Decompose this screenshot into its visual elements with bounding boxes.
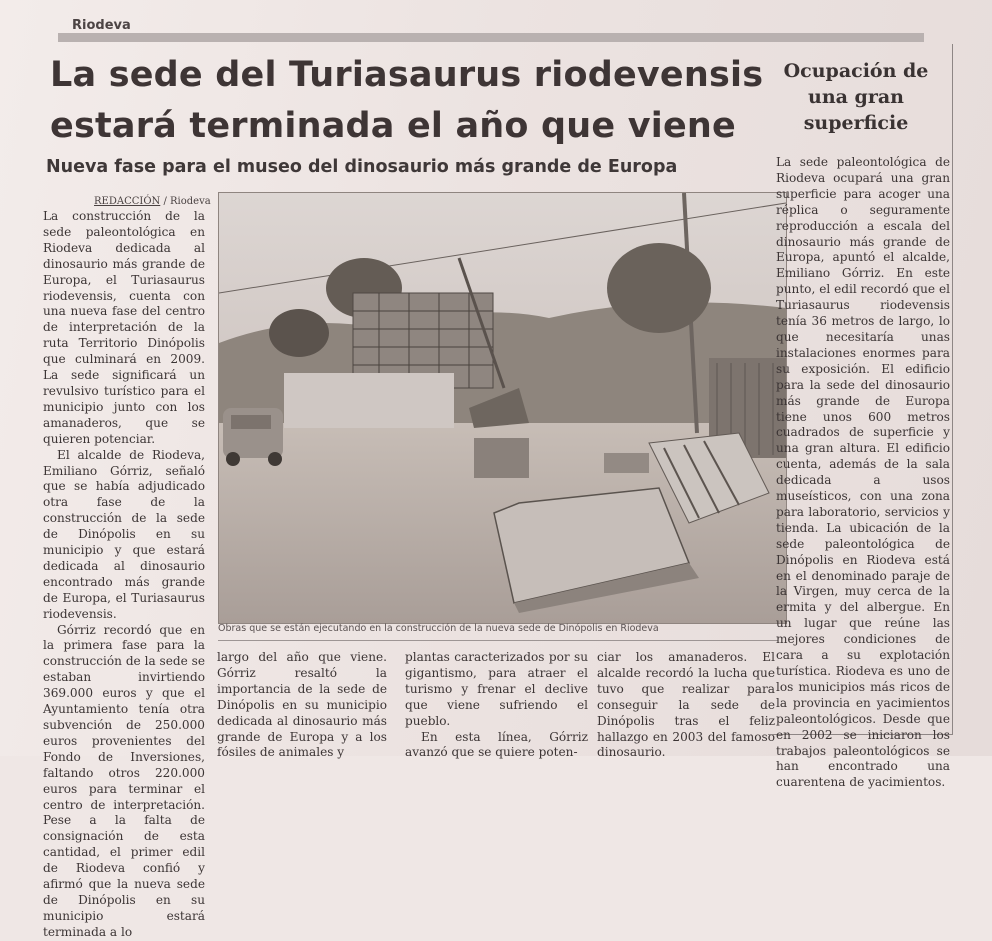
article-column-2	[217, 650, 387, 761]
construction-photo	[218, 192, 787, 624]
sidebar-title: Ocupación de una gran superficie	[783, 60, 929, 134]
paragraph: Górriz recordó que en la primera fase para la construcción de la sede se estaban invirtiendo 369.000 euros y que el Ayuntamiento tenía otra subvención de 250.000 euros provenientes del Fondo de Inversiones, faltando otros 220.000 euros para terminar el centro de interpretación. Pese a la falta de consignación de esta cantidad, el primer edil de Riodeva confió y afirmó que la nueva sede de Dinópolis en su municipio estará terminada a lo	[43, 622, 205, 939]
byline-agency: REDACCIÓN	[94, 196, 161, 207]
paragraph: La construcción de la sede paleontológica en Riodeva dedicada al dinosaurio más grande de Europa, el Turiasaurus riodevensis, cuenta con una nueva fase del centro de interpretación de la ruta Territorio Dinópolis que culminará en 2009. La sede significará un revulsivo turístico para el municipio junto con los amanaderos, que se quieren potenciar.	[43, 209, 205, 446]
paragraph: El alcalde de Riodeva, Emiliano Górriz, señaló que se había adjudicado otra fase de la construcción de la sede de Dinópolis en su municipio y que estará dedicada al dinosaurio encontrado más grande de Europa, el Turiasaurus riodevensis.	[43, 447, 205, 621]
paragraph: plantas caracterizados por su gigantismo, para atraer el turismo y frenar el declive que viene sufriendo el pueblo.	[405, 650, 588, 728]
caption-rule	[218, 640, 778, 641]
headline: La sede del Turiasaurus riodevensis estará terminada el año que viene	[50, 55, 764, 146]
paragraph: largo del año que viene. Górriz resaltó la importancia de la sede de Dinópolis en su municipio dedicada al dinosaurio más grande de Europa y a los fósiles de animales y	[217, 650, 387, 760]
top-rule	[58, 33, 924, 42]
article-column-4	[597, 650, 775, 761]
subheadline: Nueva fase para el museo del dinosaurio más grande de Europa	[46, 157, 678, 177]
construction-photo-illustration	[219, 193, 786, 623]
photo-caption: Obras que se están ejecutando en la construcción de la nueva sede de Dinópolis en Riodeva	[218, 623, 659, 634]
article-column-1	[43, 209, 205, 941]
sidebar-text: La sede paleontológica de Riodeva ocupará una gran superficie para acoger una réplica o seguramente reproducción a escala del dinosaurio más grande de Europa, apuntó el alcalde, Emiliano Górriz. En este punto, el edil recordó que el Turiasaurus riodevensis tenía 36 metros de largo, lo que necesitaría unas instalaciones enormes para su exposición. El edificio para la sede del dinosaurio más grande de Europa tiene unos 600 metros cuadrados de superficie y una gran altura. El edificio cuenta, además de la sala dedicada a usos museísticos, con una zona para laboratorio, servicios y tienda. La ubicación de la sede paleontológica de Dinópolis en Riodeva está en el denominado paraje de la Virgen, muy cerca de la ermita y del albergue. En un lugar que reúne las mejores condiciones de cara a su explotación turística. Riodeva es uno de los municipios más ricos de la provincia en yacimientos paleontológicos. Desde que en 2002 se iniciaron los trabajos paleontológicos se han encontrado una cuarentena de yacimientos.	[776, 155, 950, 790]
section-label: Riodeva	[72, 18, 131, 33]
byline-place: / Riodeva	[160, 196, 211, 207]
byline	[94, 196, 211, 207]
paragraph: En esta línea, Górriz avanzó que se quiere poten-	[405, 729, 588, 760]
article-column-3	[405, 650, 588, 761]
paragraph: ciar los amanaderos. El alcalde recordó la lucha que tuvo que realizar para conseguir la sede de Dinópolis tras el feliz hallazgo en 2003 del famoso dinosaurio.	[597, 650, 775, 760]
